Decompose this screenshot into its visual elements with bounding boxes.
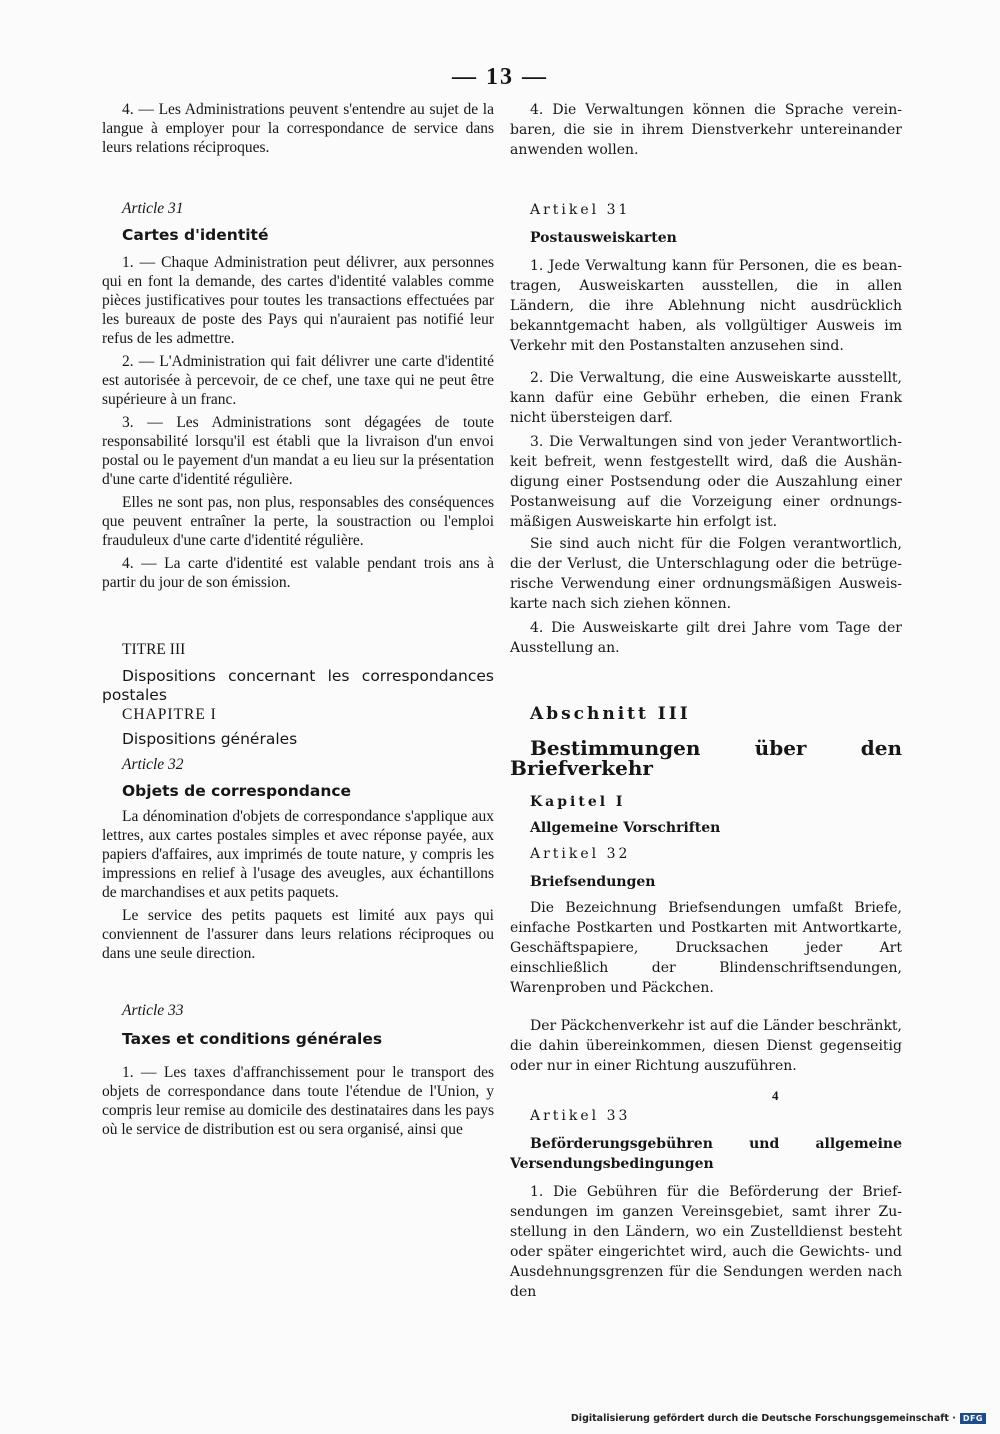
page-number: — 13 — bbox=[452, 64, 548, 90]
de-art32-para1: Die Bezeichnung Briefsendungen umfaßt Briefe, einfache Postkarten und Postkarten mit Antwortkarte, Geschäftspapiere, Drucksachen jeder Art einschließlich der Blindenschriftsendungen, Warenproben und Päckchen. bbox=[510, 900, 902, 996]
de-article-31-heading: Artikel 31 bbox=[530, 202, 631, 218]
de-kapitel-heading: Kapitel I bbox=[530, 794, 626, 810]
digitization-footer bbox=[571, 1413, 986, 1424]
fr-art31-para1: 1. — Chaque Administration peut délivrer, aux personnes qui en font la demande, des cartes d'identité valables comme pièces justificatives pour toutes les transactions effectuées par les bureaux de poste des Pays qui n'auraient pas notifié leur refus de les admettre. bbox=[102, 254, 494, 347]
fr-art30-para4: 4. — Les Administrations peuvent s'entendre au sujet de la langue à employer pour la correspondance de service dans leurs relations réciproques. bbox=[102, 101, 494, 156]
fr-art31-para3: 3. — Les Administrations sont dégagées de toute responsabilité lorsqu'il est établi que la livraison d'un envoi postal ou le payement d'un mandat a eu lieu sur la présentation d'une carte d'identité régulière. bbox=[102, 414, 494, 488]
de-art31-para4: 4. Die Ausweiskarte gilt drei Jahre vom Tage der Ausstellung an. bbox=[510, 620, 902, 656]
fr-article-33-title: Taxes et conditions générales bbox=[122, 1030, 383, 1048]
fr-art31-para3b: Elles ne sont pas, non plus, responsables des conséquences que peuvent entraîner la perte, la soustraction ou l'emploi frauduleux d'une carte d'identité régulière. bbox=[102, 494, 494, 549]
dfg-logo: DFG bbox=[960, 1413, 986, 1424]
fr-article-33-heading: Article 33 bbox=[122, 1002, 184, 1019]
de-abschnitt-heading: Abschnitt III bbox=[530, 704, 691, 724]
sheet-number: 4 bbox=[772, 1088, 779, 1103]
fr-chapitre-heading: CHAPITRE I bbox=[122, 706, 217, 723]
de-article-33-title: Beförderungsgebühren und allgemeine Versendungsbedingungen bbox=[510, 1136, 902, 1172]
de-art33-para1: 1. Die Gebühren für die Beförderung der Briefsendungen im ganzen Vereinsgebiet, samt ihrer Zustellung in den Ländern, wo ein Zustelldienst besteht oder später eingerichtet wird, auch die Gewichts- und Ausdehnungsgrenzen für die Sendungen werden nach den bbox=[510, 1184, 902, 1300]
de-kapitel-name: Allgemeine Vorschriften bbox=[530, 820, 721, 836]
fr-titre-name: Dispositions concernant les correspondances postales bbox=[102, 667, 494, 704]
fr-art33-para1: 1. — Les taxes d'affranchissement pour le transport des objets de correspondance dans toute l'étendue de l'Union, y compris leur remise au domicile des destinataires dans les pays où le service de distribution est ou sera organisé, ainsi que bbox=[102, 1064, 494, 1138]
fr-article-31-heading: Article 31 bbox=[122, 200, 184, 217]
fr-article-32-title: Objets de correspondance bbox=[122, 782, 352, 800]
de-art31-para2: 2. Die Verwaltung, die eine Ausweiskarte ausstellt, kann dafür eine Gebühr erheben, die einen Frank nicht übersteigen darf. bbox=[510, 370, 902, 426]
footer-credit: Digitalisierung gefördert durch die Deutsche Forschungsgemeinschaft · bbox=[570, 1413, 956, 1424]
fr-art31-para4: 4. — La carte d'identité est valable pendant trois ans à partir du jour de son émission. bbox=[102, 555, 494, 591]
fr-article-31-title: Cartes d'identité bbox=[122, 226, 269, 244]
de-art31-para3: 3. Die Verwaltungen sind von jeder Verantwortlichkeit befreit, wenn festgestellt wird, daß die Aushändigung einer Postsendung oder die Auszahlung einer Postanweisung auf die Vorzeigung einer ordnungsmäßigen Ausweiskarte hin erfolgt ist. bbox=[510, 434, 902, 530]
de-article-33-heading: Artikel 33 bbox=[530, 1108, 631, 1124]
de-article-32-heading: Artikel 32 bbox=[530, 846, 631, 862]
de-art32-para2: Der Päckchenverkehr ist auf die Länder beschränkt, die dahin übereinkommen, diesen Dienst gegenseitig oder nur in einer Richtung auszuführen. bbox=[510, 1018, 902, 1074]
fr-art32-para2: Le service des petits paquets est limité aux pays qui conviennent de l'assurer dans leurs relations réciproques ou dans une seule direction. bbox=[102, 907, 494, 962]
de-abschnitt-name: Bestimmungen über den Briefverkehr bbox=[510, 736, 902, 780]
french-column bbox=[102, 100, 494, 1139]
fr-art31-para2: 2. — L'Administration qui fait délivrer une carte d'identité est autorisée à percevoir, de ce chef, une taxe qui ne peut être supérieure à un franc. bbox=[102, 353, 494, 408]
de-article-32-title: Briefsendungen bbox=[530, 874, 656, 890]
de-article-31-title: Postausweiskarten bbox=[530, 230, 677, 246]
de-art31-para1: 1. Jede Verwaltung kann für Personen, die es beantragen, Ausweiskarten ausstellen, die in allen Ländern, die ihre Ablehnung nicht ausdrücklich bekanntgemacht haben, als vollgültiger Ausweis im Verkehr mit den Postanstalten anzusehen sind. bbox=[510, 258, 902, 354]
fr-article-32-heading: Article 32 bbox=[122, 756, 184, 773]
de-art31-para3b: Sie sind auch nicht für die Folgen verantwortlich, die der Verlust, die Unterschlagung oder die betrügerische Verwendung einer ordnungsmäßigen Ausweiskarte nach sich ziehen können. bbox=[510, 536, 902, 612]
de-art30-para4: 4. Die Verwaltungen können die Sprache vereinbaren, die sie in ihrem Dienstverkehr untereinander anwenden wollen. bbox=[510, 102, 902, 158]
fr-art32-para1: La dénomination d'objets de correspondance s'applique aux lettres, aux cartes postales simples et avec réponse payée, aux papiers d'affaires, aux imprimés de toute nature, y compris les impressions en relief à l'usage des aveugles, aux échantillons de marchandises et aux petits paquets. bbox=[102, 808, 494, 901]
fr-chapitre-name: Dispositions générales bbox=[122, 730, 298, 748]
fr-titre-heading: TITRE III bbox=[122, 641, 186, 658]
german-column bbox=[510, 100, 902, 1302]
